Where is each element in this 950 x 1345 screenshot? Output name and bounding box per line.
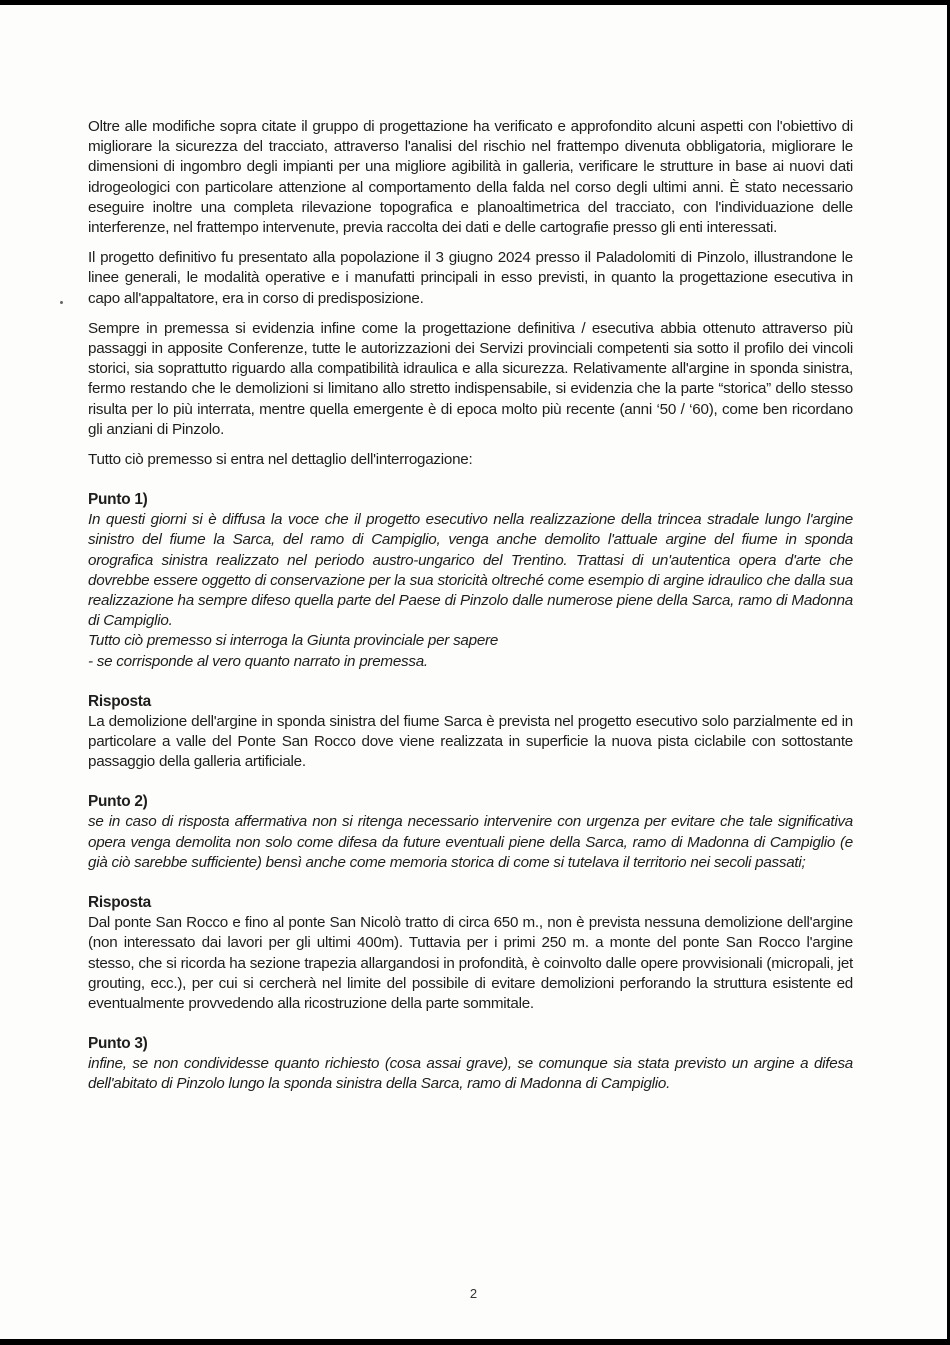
- premise-paragraph: Sempre in premessa si evidenzia infine come la progettazione definitiva / esecutiva abbia ottenuto attraverso più passaggi in apposite Conferenze, tutte le autorizzazioni dei Servizi provinciali competenti sia sotto il profilo dei vincoli storici, sia soprattutto riguardo alla compatibilità idraulica e alla sicurezza. Relativamente all'argine in sponda sinistra, fermo restando che le demolizioni si limitano allo stretto indispensabile, si evidenzia che la parte “storica” dello stesso risulta per lo più interrata, mentre quella emergente è di epoca molto più recente (anni ‘50 / ‘60), come ben ricordano gli anziani di Pinzolo.: [88, 319, 853, 438]
- section-punto-1: [88, 490, 853, 672]
- document-page: [0, 5, 947, 1339]
- document-body: [88, 117, 853, 1095]
- presentation-paragraph: Il progetto definitivo fu presentato alla popolazione il 3 giugno 2024 presso il Paladolomiti di Pinzolo, illustrandone le linee generali, le modalità operative e i manufatti principali in esso previsti, in quanto la progettazione esecutiva in capo all'appaltatore, era in corso di predisposizione.: [88, 249, 853, 307]
- question-text: In questi giorni si è diffusa la voce che il progetto esecutivo nella realizzazione della trincea stradale lungo l'argine sinistro del fiume la Sarca, del ramo di Campiglio, venga anche demolito l'attuale argine del fiume in sponda orografica sinistra realizzato nel periodo austro-ungarico del Trentino. Trattasi di un'autentica opera d'arte che dovrebbe essere oggetto di conservazione per la sua storicità oltreché come esempio di argine idraulico che dalla sua realizzazione ha sempre difeso quella parte del Paese di Pinzolo dalle numerose piene della Sarca, ramo di Madonna di Campiglio.: [88, 511, 853, 630]
- question-text: se in caso di risposta affermativa non si ritenga necessario intervenire con urgenza per evitare che tale significativa opera venga demolita non solo come difesa da future eventuali piene della Sarca, ramo di Madonna di Campiglio (e già ciò sarebbe sufficiente) bensì anche come memoria storica di come si tutelava il territorio nei secoli passati;: [88, 813, 853, 871]
- section-heading: Risposta: [88, 692, 151, 710]
- question-text: infine, se non condividesse quanto richiesto (cosa assai grave), se comunque sia stata previsto un argine a difesa dell'abitato di Pinzolo lungo la sponda sinistra della Sarca, ramo di Madonna di Campiglio.: [88, 1055, 853, 1093]
- question-text: - se corrisponde al vero quanto narrato in premessa.: [88, 652, 428, 670]
- page-number: 2: [469, 1286, 478, 1301]
- answer-text: La demolizione dell'argine in sponda sinistra del fiume Sarca è prevista nel progetto esecutivo solo parzialmente ed in particolare a valle del Ponte San Rocco dove viene realizzata in superficie la nuova pista ciclabile con sottostante passaggio della galleria artificiale.: [88, 712, 853, 771]
- section-risposta-1: [88, 692, 853, 773]
- transition-paragraph: Tutto ciò premesso si entra nel dettaglio dell'interrogazione:: [88, 451, 473, 469]
- section-heading: Punto 1): [88, 491, 148, 509]
- section-punto-2: [88, 792, 853, 873]
- section-heading: Risposta: [88, 894, 151, 912]
- answer-text: Dal ponte San Rocco e fino al ponte San Nicolò tratto di circa 650 m., non è prevista nessuna demolizione dell'argine (non interessato dai lavori per gli ultimi 400m). Tuttavia per i primi 250 m. a monte del ponte San Rocco l'argine stesso, che si ricorda ha sezione trapezia allargandosi in profondità, è coinvolto dalle opere provvisionali (micropali, jet grouting, ecc.), per cui si cercherà nel limite del possibile di evitare demolizioni perforando la struttura esistente ed eventualmente provvedendo alla ricostruzione della parte sommitale.: [88, 914, 853, 1012]
- scan-speck: [60, 301, 63, 304]
- section-heading: Punto 3): [88, 1035, 148, 1053]
- section-punto-3: [88, 1034, 853, 1094]
- intro-paragraph: Oltre alle modifiche sopra citate il gruppo di progettazione ha verificato e approfondito alcuni aspetti con l'obiettivo di migliorare la sicurezza del tracciato, attraverso l'analisi del rischio nel frattempo divenuta obbligatoria, migliorare le dimensioni di ingombro degli impianti per una migliore agibilità in galleria, verificare le strutture in base ai nuovi dati idrogeologici con particolare attenzione al comportamento della falda nel corso degli ultimi anni. È stato necessario eseguire inoltre una completa rilevazione topografica e planoaltimetrica del tracciato, con l'individuazione delle interferenze, nel frattempo intervenute, previa raccolta dei dati e delle cartografie presso gli enti interessati.: [88, 118, 853, 237]
- section-risposta-2: [88, 893, 853, 1014]
- question-text: Tutto ciò premesso si interroga la Giunta provinciale per sapere: [88, 632, 499, 650]
- section-heading: Punto 2): [88, 793, 148, 811]
